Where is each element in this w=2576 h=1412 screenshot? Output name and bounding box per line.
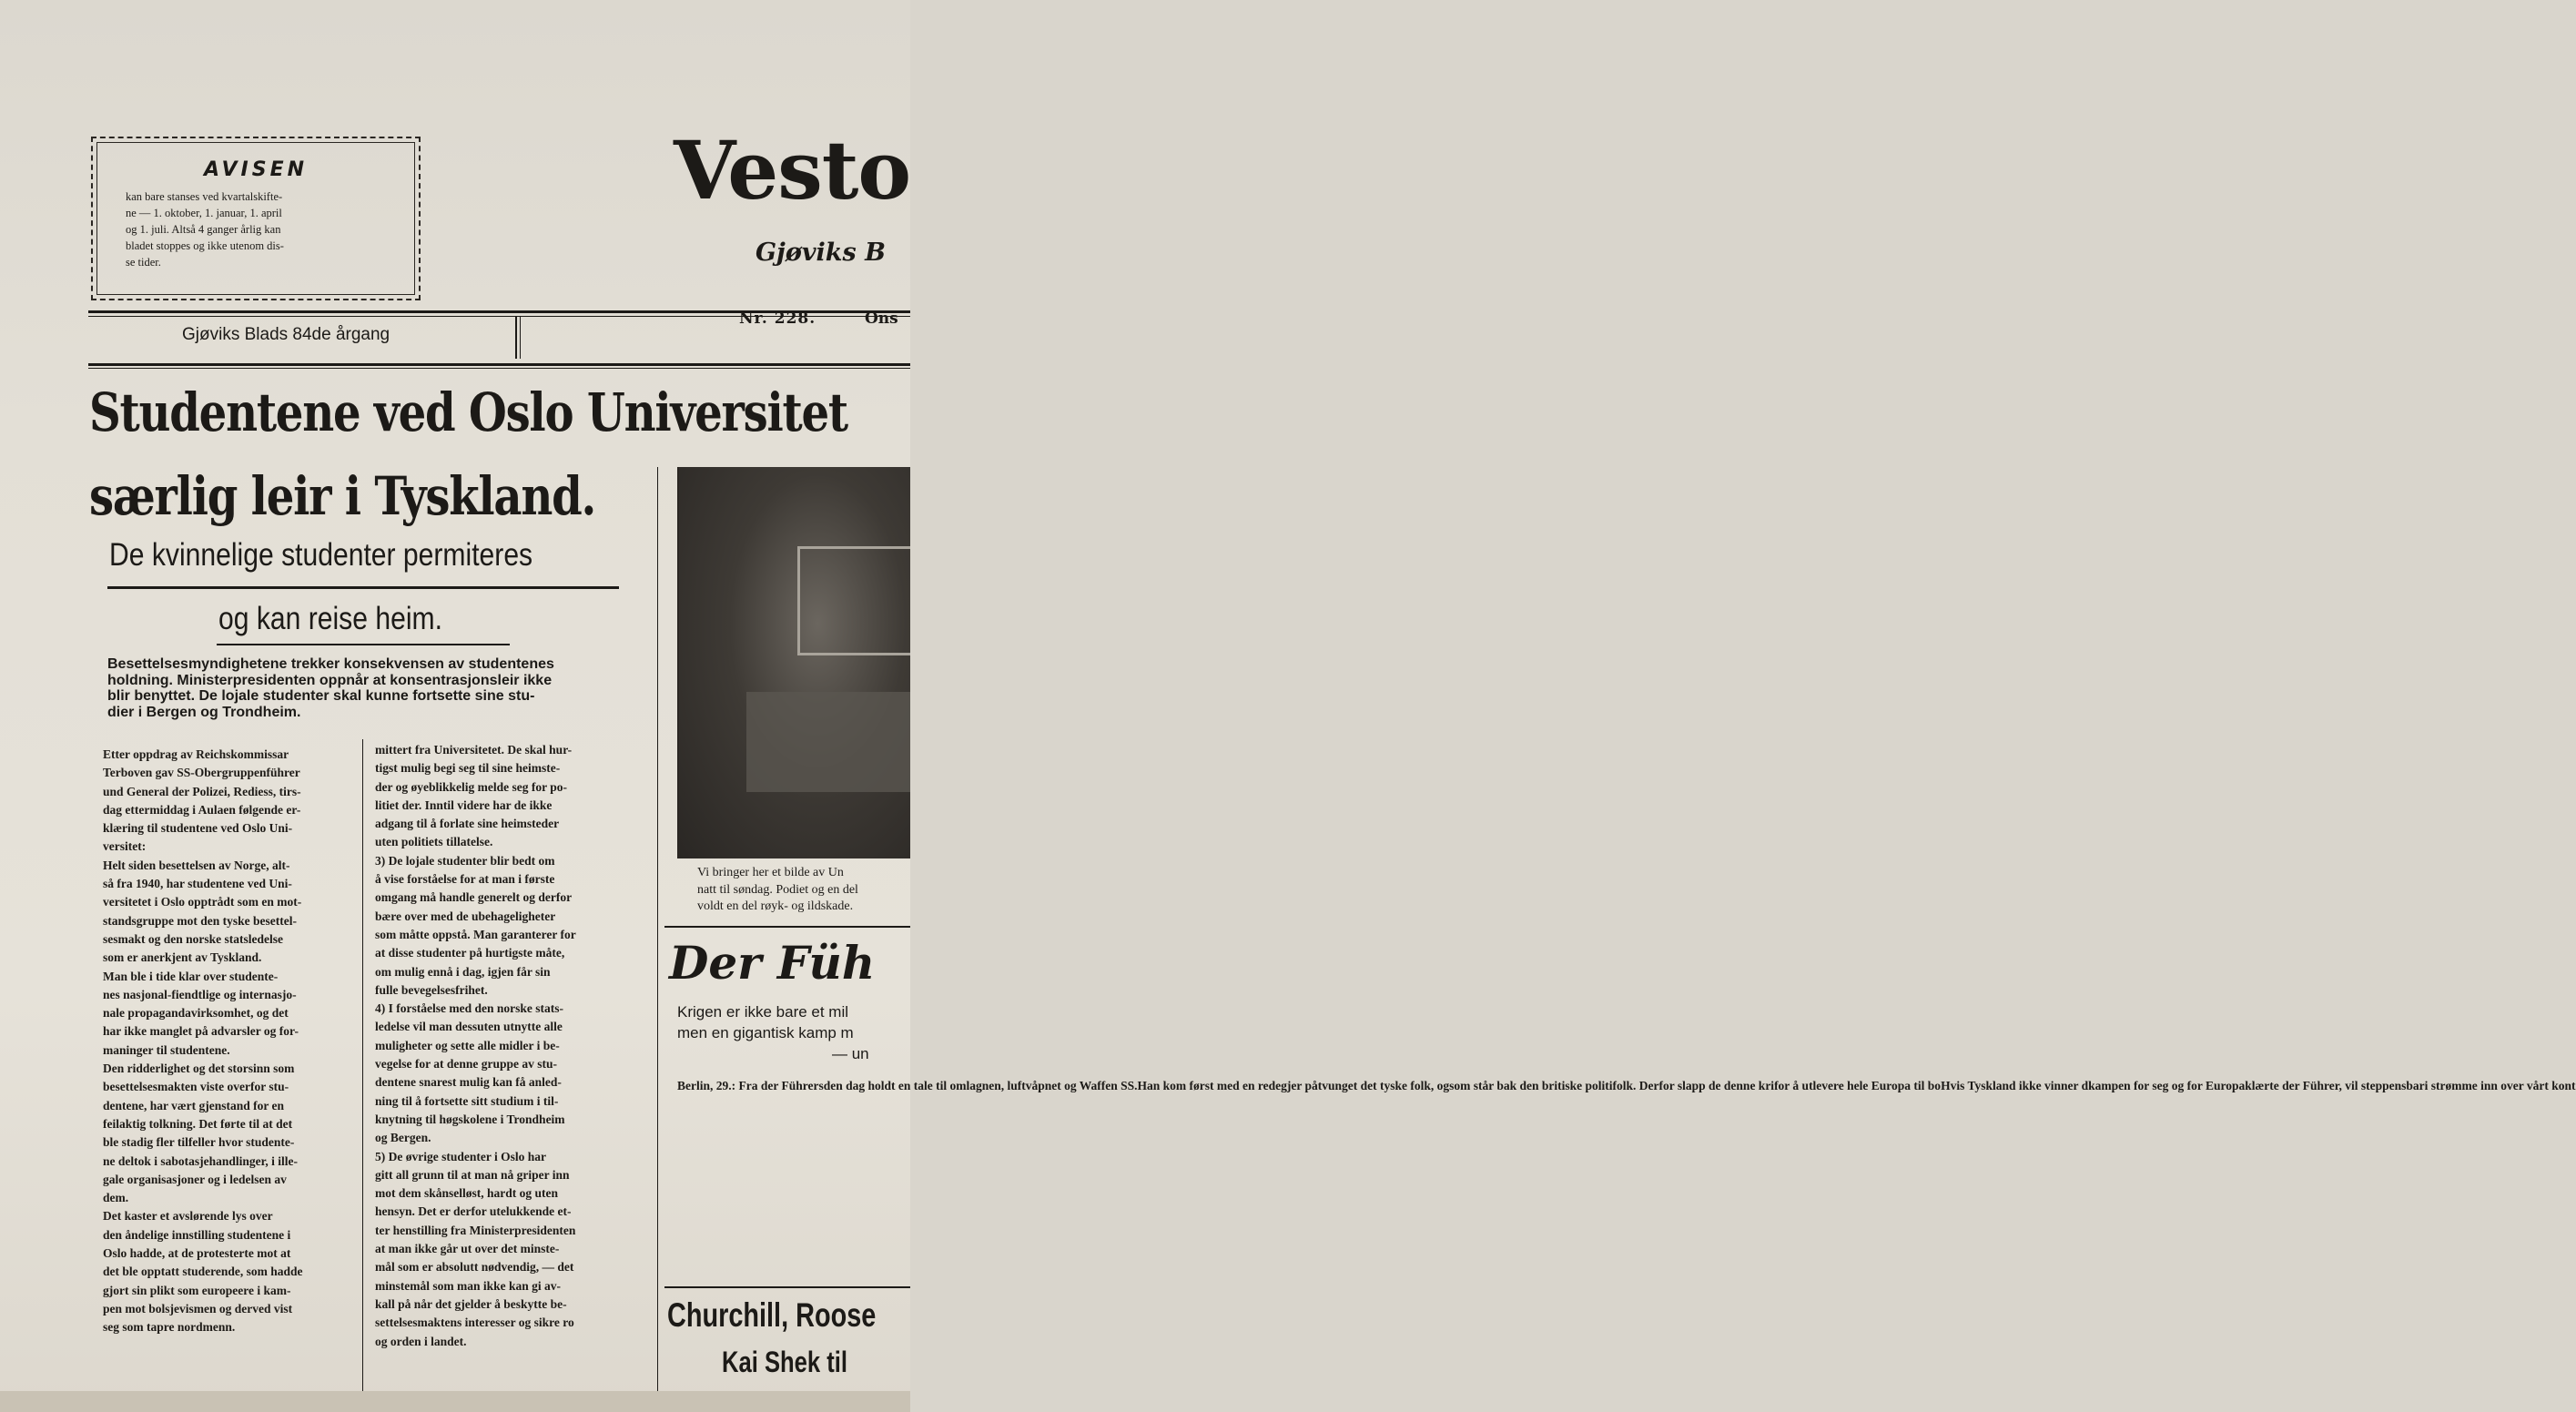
article-line: dentene, har vært gjenstand for en (103, 1098, 284, 1112)
fuhrer-body-line: klærte der Führer, vil steppens (2245, 1079, 2407, 1092)
article-line: bære over med de ubehageligheter (375, 909, 556, 923)
fuhrer-body-line: den dag holdt en tale til omlag (823, 1079, 982, 1092)
article-line: hensyn. Det er derfor utelukkende et- (375, 1204, 572, 1219)
subscription-notice-box (91, 137, 421, 300)
article-line: versitetet i Oslo opptrådt som en mot- (103, 895, 302, 909)
article-line: 5) De øvrige studenter i Oslo har (375, 1149, 546, 1163)
column-divider (657, 467, 658, 1391)
fuhrer-sub-line: men en gigantisk kamp m (677, 1024, 854, 1041)
subheadline-line2: og kan reise heim. (218, 601, 442, 636)
fuhrer-body-line: er påtvunget det tyske folk, og (1291, 1079, 1450, 1092)
article-line: fulle bevegelsesfrihet. (375, 982, 488, 997)
fuhrer-body (677, 1077, 2576, 1095)
fuhrer-sub-line: — un (832, 1045, 869, 1062)
article-line: muligheter og sette alle midler i be- (375, 1038, 560, 1052)
fuhrer-sub-line: Krigen er ikke bare et mil (677, 1003, 849, 1021)
article-line: ter henstilling fra Ministerpresidenten (375, 1223, 576, 1237)
notice-line: se tider. (126, 256, 161, 269)
article-line: ne deltok i sabotasjehandlinger, i ille- (103, 1153, 299, 1168)
masthead-title: Vesto (674, 123, 911, 218)
fuhrer-body-line: Berlin, 29.: Fra der Führers (677, 1079, 824, 1092)
notice-line: kan bare stanses ved kvartalskifte- (126, 190, 283, 203)
page-bottom-edge (0, 1391, 910, 1412)
article-line: den åndelige innstilling studentene i (103, 1227, 291, 1242)
issue-number: Nr. 228. (739, 310, 816, 328)
article-line: uten politiets tillatelse. (375, 835, 493, 849)
caption-line: natt til søndag. Podiet og en del (697, 882, 858, 897)
article-line: Etter oppdrag av Reichskommissar (103, 747, 289, 761)
article-line: kall på når det gjelder å beskytte be- (375, 1296, 567, 1311)
article-line: versitet: (103, 839, 147, 854)
article-line: nes nasjonal-fiendtlige og internasjo- (103, 987, 297, 1001)
lead-line: dier i Bergen og Trondheim. (107, 704, 301, 720)
caption-line: Vi bringer her et bilde av Un (697, 866, 844, 879)
notice-text (106, 188, 406, 270)
article-column-1 (103, 746, 350, 1337)
lead-line: Besettelsesmyndighetene trekker konsekvensen av studentenes (107, 656, 554, 672)
issue-day: Ons (865, 310, 898, 328)
fuhrer-body-line: Han kom først med en redegj (1137, 1079, 1292, 1092)
article-line: at disse studenter på hurtigste måte, (375, 946, 565, 960)
article-line: gitt all grunn til at man nå griper inn (375, 1167, 570, 1182)
subheadline-rule (107, 586, 619, 589)
article-column-2 (375, 741, 644, 1351)
main-headline-line1: Studentene ved Oslo Universitet (89, 381, 847, 443)
article-line: mittert fra Universitetet. De skal hur- (375, 743, 573, 757)
article-line: seg som tapre nordmenn. (103, 1320, 236, 1335)
article-line: standsgruppe mot den tyske besettel- (103, 913, 298, 928)
notice-line: og 1. juli. Altså 4 ganger årlig kan (126, 223, 281, 236)
article-line: dag ettermiddag i Aulaen følgende er- (103, 802, 301, 817)
masthead-rule-bottom-thin (88, 368, 910, 369)
article-line: litiet der. Inntil videre har de ikke (375, 797, 553, 812)
article-line: om mulig ennå i dag, igjen får sin (375, 964, 551, 979)
masthead-subtitle: Gjøviks B (756, 239, 886, 267)
notice-line: ne — 1. oktober, 1. januar, 1. april (126, 207, 282, 219)
article-line: minstemål som man ikke kan gi av- (375, 1278, 562, 1293)
article-line: omgang må handle generelt og derfor (375, 890, 573, 905)
fuhrer-body-line: Hvis Tyskland ikke vinner d (1941, 1079, 2089, 1092)
column-divider (362, 739, 363, 1391)
subheadline-line1: De kvinnelige studenter permiteres (109, 537, 533, 573)
second-headline-line2: Kai Shek til (722, 1346, 847, 1378)
fuhrer-body-line: kampen for seg og for Europa (2088, 1079, 2246, 1092)
article-line: tigst mulig begi seg til sine heimste- (375, 761, 561, 776)
notice-line: bladet stoppes og ikke utenom dis- (126, 239, 284, 252)
fuhrer-body-line: nen, luftvåpnet og Waffen SS. (981, 1079, 1138, 1092)
second-headline-line1: Churchill, Roose (667, 1296, 877, 1334)
info-divider (515, 317, 517, 359)
article-line: Terboven gav SS-Obergruppenführer (103, 766, 300, 780)
story-rule (664, 1286, 910, 1288)
news-photo (677, 467, 910, 858)
story-rule (664, 926, 910, 928)
article-line: mot dem skånselløst, hardt og uten (375, 1186, 559, 1201)
fuhrer-body-line: bari strømme inn over vårt kont (2406, 1079, 2576, 1092)
lead-line: blir benyttet. De lojale studenter skal kunne fortsette sine stu- (107, 688, 535, 704)
article-line: settelsesmaktens interesser og sikre ro (375, 1315, 574, 1330)
fuhrer-body-line: folk. Derfor slapp de denne kri (1612, 1079, 1775, 1092)
article-line: der og øyeblikkelig melde seg for po- (375, 779, 567, 794)
article-line: ble stadig fler tilfeller hvor studente- (103, 1135, 295, 1150)
article-line: Oslo hadde, at de protesterte mot at (103, 1246, 291, 1261)
article-line: gjort sin plikt som europeere i kam- (103, 1283, 291, 1297)
article-line: Man ble i tide klar over studente- (103, 969, 279, 983)
notice-title: AVISEN (203, 158, 309, 181)
photo-caption (697, 865, 910, 916)
article-line: maninger til studentene. (103, 1042, 230, 1057)
article-line: og Bergen. (375, 1131, 431, 1145)
fuhrer-headline: Der Füh (669, 936, 876, 990)
article-line: mål som er absolutt nødvendig, — det (375, 1260, 574, 1275)
article-line: ning til å fortsette sitt studium i til- (375, 1093, 559, 1108)
article-line: 3) De lojale studenter blir bedt om (375, 853, 555, 868)
lead-line: holdning. Ministerpresidenten oppnår at konsentrasjonsleir ikke (107, 672, 553, 688)
article-line: klæring til studentene ved Oslo Uni- (103, 821, 293, 836)
article-line: pen mot bolsjevismen og derved vist (103, 1301, 293, 1315)
article-line: å vise forståelse for at man i første (375, 872, 555, 887)
masthead-rule-bottom (88, 363, 910, 366)
photo-stage (746, 692, 910, 792)
fuhrer-body-line: som står bak den britiske politi (1449, 1079, 1613, 1092)
article-line: und General der Polizei, Rediess, tirs- (103, 784, 301, 798)
article-line: feilaktig tolkning. Det førte til at det (103, 1116, 293, 1131)
article-line: som måtte oppstå. Man garanterer for (375, 927, 576, 941)
article-line: besettelsesmakten viste overfor stu- (103, 1080, 289, 1094)
article-line: nale propagandavirksomhet, og det (103, 1006, 289, 1021)
article-line: vegelse for at denne gruppe av stu- (375, 1057, 557, 1072)
article-line: 4) I forståelse med den norske stats- (375, 1001, 563, 1016)
photo-scaffold (797, 546, 910, 655)
article-line: som er anerkjent av Tyskland. (103, 950, 262, 965)
article-line: dem. (103, 1191, 129, 1205)
article-line: har ikke manglet på advarsler og for- (103, 1024, 299, 1039)
article-line: så fra 1940, har studentene ved Uni- (103, 877, 292, 891)
article-line: knytning til høgskolene i Trondheim (375, 1112, 565, 1126)
info-divider (520, 317, 521, 359)
lead-paragraph (107, 656, 649, 720)
article-line: Helt siden besettelsen av Norge, alt- (103, 858, 290, 872)
fuhrer-subheadline (677, 1001, 910, 1064)
main-headline-line2: særlig leir i Tyskland. (89, 465, 596, 527)
caption-line: voldt en del røyk- og ildskade. (697, 899, 854, 913)
article-line: at man ikke går ut over det minste- (375, 1242, 560, 1256)
article-line: ledelse vil man dessuten utnytte alle (375, 1020, 563, 1034)
article-line: Det kaster et avslørende lys over (103, 1209, 273, 1224)
article-line: sesmakt og den norske statsledelse (103, 931, 283, 946)
article-line: dentene snarest mulig kan få anled- (375, 1075, 562, 1090)
fuhrer-body-line: for å utlevere hele Europa til bo (1774, 1079, 1942, 1092)
volume-label: Gjøviks Blads 84de årgang (182, 325, 390, 344)
article-line: og orden i landet. (375, 1334, 467, 1348)
article-line: gale organisasjoner og i ledelsen av (103, 1172, 287, 1186)
article-line: det ble opptatt studerende, som hadde (103, 1265, 303, 1279)
subheadline-rule (217, 644, 510, 645)
article-line: adgang til å forlate sine heimsteder (375, 817, 560, 831)
article-line: Den ridderlighet og det storsinn som (103, 1062, 295, 1076)
